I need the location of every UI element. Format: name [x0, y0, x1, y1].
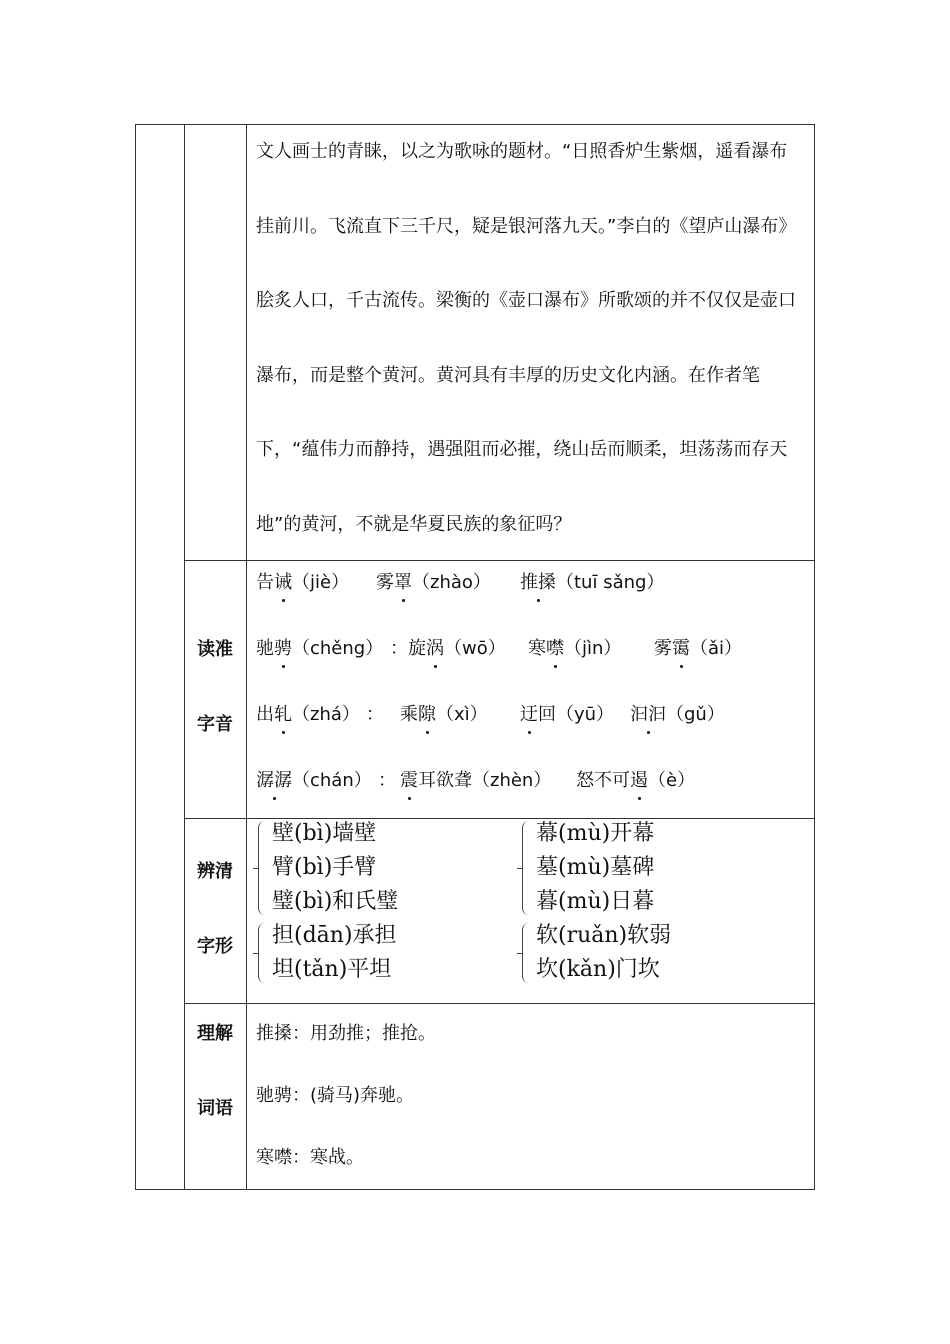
pinyin-entry: 雾罩（zhào）: [376, 572, 491, 593]
glyph-label: 辨清: [197, 861, 233, 882]
pronunciation-label: 读准: [197, 639, 233, 660]
separator: ：: [390, 638, 408, 659]
pinyin-entry: 震耳欲聋（zhèn）: [400, 770, 552, 791]
pinyin-entry: 推搡（tuī sǎng）: [520, 572, 665, 593]
brace-icon: [522, 821, 531, 915]
separator: ：: [378, 770, 396, 791]
pinyin-entry: 雾霭（ǎi）: [654, 638, 743, 659]
brace-icon: [258, 923, 267, 983]
separator: ：: [366, 704, 384, 725]
vocabulary-label: 理解: [197, 1023, 233, 1044]
glyph-label-2: 字形: [197, 936, 233, 957]
pinyin-entry: 旋涡（wō）: [408, 638, 506, 659]
pronunciation-label-2: 字音: [197, 714, 233, 735]
column-divider-2: [246, 125, 247, 1189]
pinyin-entry: 汩汩（gǔ）: [630, 704, 725, 725]
glyph-group-2: 幕(mù)开幕 墓(mù)墓碑 暮(mù)日暮: [536, 817, 654, 919]
pinyin-entry: 潺潺（chán）: [256, 770, 372, 791]
vocabulary-item: 推搡：用劲推；推抢。: [256, 1023, 436, 1044]
brace-icon: [258, 821, 267, 915]
glyph-group-3: 担(dān)承担 坦(tǎn)平坦: [272, 919, 397, 987]
study-table: [135, 124, 815, 1190]
glyph-group-1: 壁(bì)墙壁 臂(bì)手臂 璧(bì)和氏璧: [272, 817, 398, 919]
pinyin-entry: 告诫（jiè）: [256, 572, 350, 593]
vocabulary-item: 寒噤：寒战。: [256, 1147, 364, 1168]
pinyin-entry: 出轧（zhá）: [256, 704, 360, 725]
pinyin-entry: 迂回（yū）: [520, 704, 615, 725]
brace-icon: [522, 923, 531, 983]
pinyin-entry: 乘隙（xì）: [400, 704, 488, 725]
vocabulary-item: 驰骋：(骑马)奔驰。: [256, 1085, 415, 1106]
row-divider-3: [184, 1003, 814, 1004]
pinyin-entry: 怒不可遏（è）: [576, 770, 696, 791]
intro-paragraph: 文人画士的青睐，以之为歌咏的题材。“日照香炉生紫烟，遥看瀑布挂前川。飞流直下三千尺，疑是银河落九天。”李白的《望庐山瀑布》脍炙人口，千古流传。梁衡的《壶口瀑布》所歌颂的并不仅仅是壶口瀑布，而是整个黄河。黄河具有丰厚的历史文化内涵。在作者笔下，“蕴伟力而静持，遇强阻而必摧，绕山岳而顺柔，坦荡荡而存天地”的黄河，不就是华夏民族的象征吗？: [256, 141, 797, 535]
pinyin-entry: 寒噤（jìn）: [528, 638, 622, 659]
glyph-group-4: 软(ruǎn)软弱 坎(kǎn)门坎: [536, 919, 671, 987]
vocabulary-label-2: 词语: [197, 1098, 233, 1119]
pinyin-entry: 驰骋（chěng）: [256, 638, 384, 659]
